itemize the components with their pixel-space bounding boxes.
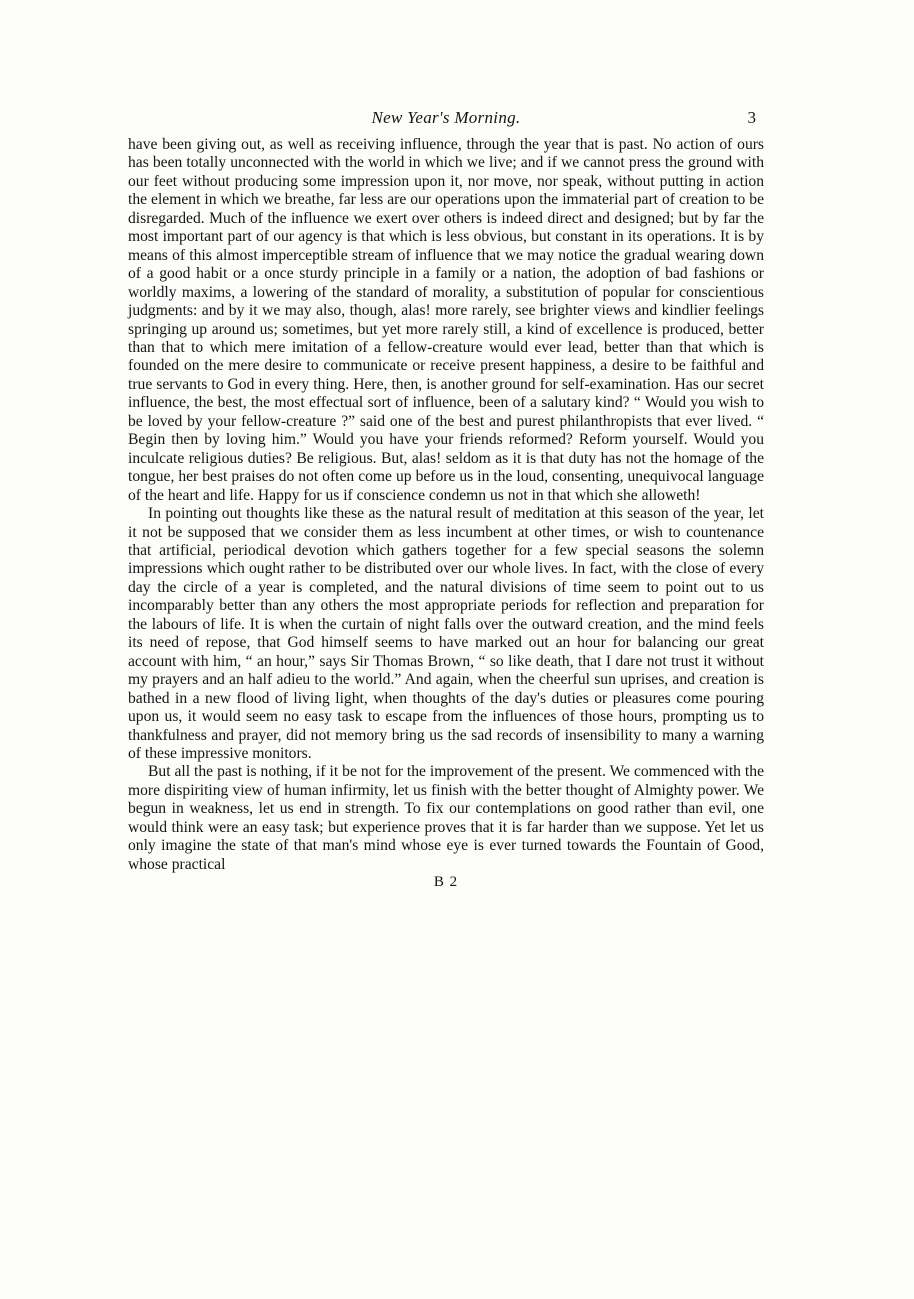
paragraph-1: have been giving out, as well as receiving influence, through the year that is past. No action of ours has been totally unconnected with the world in which we live; and if we cannot press the ground with our feet without producing some impression upon it, nor move, nor speak, without putting in action the element in which we breathe, far less are our operations upon the immaterial part of creation to be disregarded. Much of the influence we exert over others is indeed direct and designed; but by far the most important part of our agency is that which is less obvious, but constant in its operations. It is by means of this almost imperceptible stream of influence that we may notice the gradual wearing down of a good habit or a once sturdy principle in a family or a nation, the adoption of bad fashions or worldly maxims, a lowering of the standard of morality, a substitution of popular for conscientious judgments: and by it we may also, though, alas! more rarely, see brighter views and kindlier feelings springing up around us; sometimes, but yet more rarely still, a kind of excellence is produced, better than that to which mere imitation of a fellow-creature would ever lead, better than that which is founded on the mere desire to communicate or receive present happiness, a desire to be faithful and true servants to God in every thing. Here, then, is another ground for self-examination. Has our secret influence, the best, the most effectual sort of influence, been of a salutary kind? “ Would you wish to be loved by your fellow-creature ?” said one of the best and purest philanthropists that ever lived. “ Begin then by loving him.” Would you have your friends reformed? Reform yourself. Would you inculcate religious duties? Be religious. But, alas! seldom as it is that duty has not the homage of the tongue, her best praises do not often come up before us in the loud, consenting, unequivocal language of the heart and life. Happy for us if conscience condemn us not in that which she alloweth! xyxy=(128,136,764,504)
page-content xyxy=(128,108,764,891)
body-text xyxy=(128,136,764,874)
running-head xyxy=(128,108,764,136)
signature-mark: B 2 xyxy=(433,874,459,891)
page-number: 3 xyxy=(747,108,756,127)
running-title: New Year's Morning. xyxy=(371,108,521,127)
paragraph-2: In pointing out thoughts like these as the natural result of meditation at this season of the year, let it not be supposed that we consider them as less incumbent at other times, or wish to countenance that artificial, periodical devotion which gathers together for a few special seasons the solemn impressions which ought rather to be distributed over our whole lives. In fact, with the close of every day the circle of a year is completed, and the natural divisions of time seem to point out to us incomparably better than any others the most appropriate periods for reflection and preparation for the labours of life. It is when the curtain of night falls over the outward creation, and the mind feels its need of repose, that God himself seems to have marked out an hour for balancing our great account with him, “ an hour,” says Sir Thomas Brown, “ so like death, that I dare not trust it without my prayers and an half adieu to the world.” And again, when the cheerful sun uprises, and creation is bathed in a new flood of living light, when thoughts of the day's duties or pleasures come pouring upon us, it would seem no easy task to escape from the influences of those hours, prompting us to thankfulness and prayer, did not memory bring us the sad records of insensibility to many a warning of these impressive monitors. xyxy=(128,505,764,762)
paragraph-3: But all the past is nothing, if it be not for the improvement of the present. We commenced with the more dispiriting view of human infirmity, let us finish with the better thought of Almighty power. We begun in weakness, let us end in strength. To fix our contemplations on good rather than evil, one would think were an easy task; but experience proves that it is far harder than we suppose. Yet let us only imagine the state of that man's mind whose eye is ever turned towards the Fountain of Good, whose practical xyxy=(128,763,764,873)
